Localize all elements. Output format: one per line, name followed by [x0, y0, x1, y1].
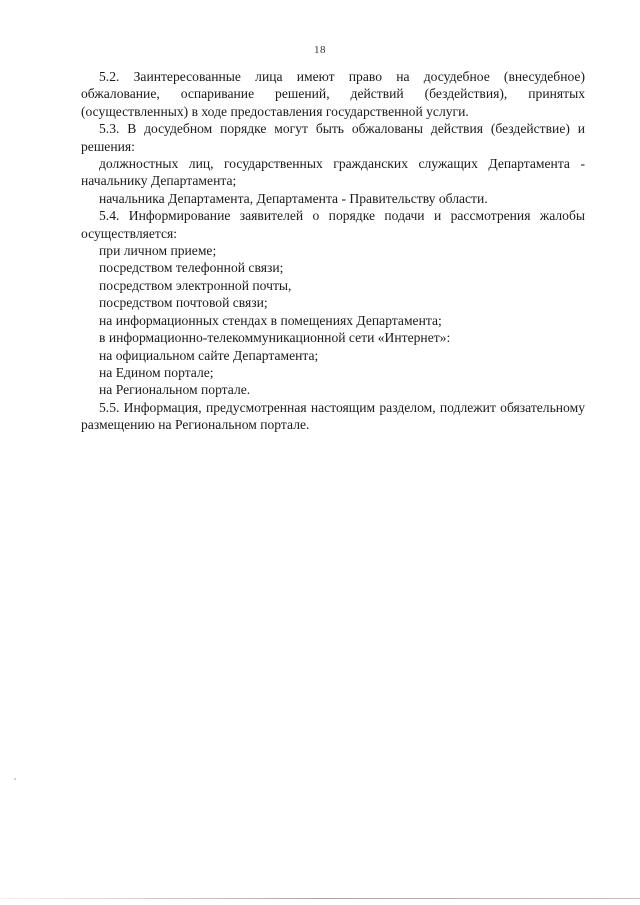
scan-speck: [14, 778, 16, 780]
paragraph-5-3-item-1: должностных лиц, государственных гражданских служащих Департамента - начальнику Департамента;: [81, 156, 585, 189]
list-item: на официальном сайте Департамента;: [99, 347, 319, 363]
list-item: при личном приеме;: [99, 243, 217, 259]
scan-bottom-edge: [0, 898, 640, 899]
list-item: на Региональном портале.: [99, 382, 251, 398]
list-item: на Едином портале;: [99, 364, 214, 380]
list-item: в информационно-телекоммуникационной сети «Интернет»:: [99, 330, 451, 346]
paragraph-5-4: 5.4. Информирование заявителей о порядке подачи и рассмотрения жалобы осуществляется:: [81, 208, 585, 241]
paragraph-5-3: 5.3. В досудебном порядке могут быть обжалованы действия (бездействие) и решения:: [81, 121, 585, 154]
document-body: [81, 68, 585, 434]
list-item: посредством почтовой связи;: [99, 295, 268, 311]
paragraph-5-5: 5.5. Информация, предусмотренная настоящим разделом, подлежит обязательному размещению на Региональном портале.: [81, 399, 585, 433]
list-item: посредством электронной почты,: [99, 277, 292, 293]
page-number: 18: [314, 44, 326, 56]
paragraph-5-2: 5.2. Заинтересованные лица имеют право на досудебное (внесудебное) обжалование, оспаривание решений, действий (бездействия), принятых (осуществленных) в ходе предоставления государственной услуги.: [81, 69, 585, 119]
paragraph-5-3-item-2: начальника Департамента, Департамента - Правительству области.: [99, 190, 488, 206]
list-item: на информационных стендах в помещениях Департамента;: [99, 312, 442, 328]
list-item: посредством телефонной связи;: [99, 260, 284, 276]
